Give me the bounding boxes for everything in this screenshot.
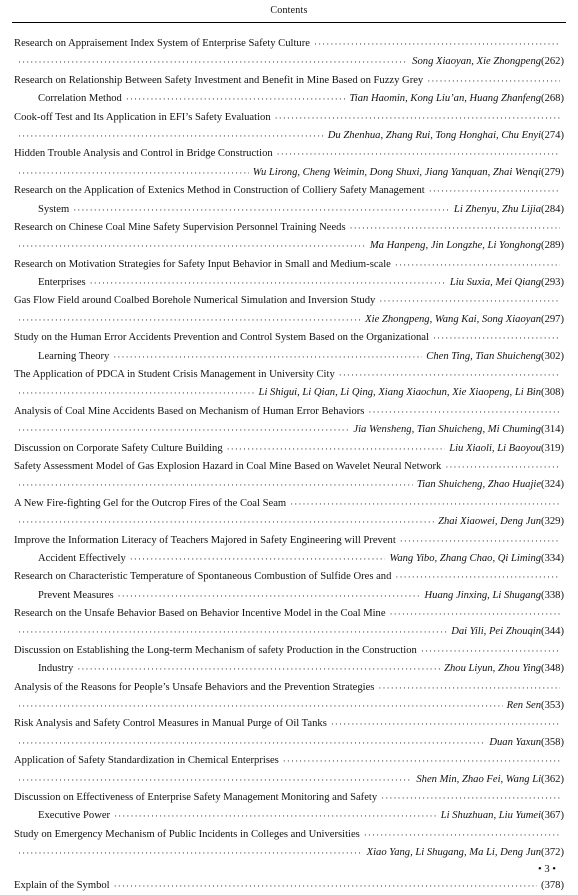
toc-entry[interactable] (14, 182, 564, 219)
toc-entry-authors: Du Zhenhua, Zhang Rui, Tong Honghai, Chu Enyi (327, 129, 542, 141)
toc-entry[interactable] (14, 495, 564, 532)
toc-entry-authors: Duan Yaxun (489, 736, 542, 748)
toc-entry[interactable] (14, 403, 564, 440)
toc-entry-title: Cook-off Test and Its Application in EFI’s Safety Evaluation (14, 111, 271, 123)
toc-entry[interactable] (14, 256, 564, 293)
leader-dots (445, 458, 560, 476)
toc-author-line (14, 53, 564, 71)
toc-entry-page: (348) (541, 663, 564, 675)
leader-dots (378, 679, 560, 697)
leader-dots (18, 127, 324, 145)
toc-title-line (14, 440, 564, 458)
toc-title-line (14, 201, 564, 219)
toc-entry-page: (293) (541, 277, 564, 289)
toc-title-line (14, 532, 564, 550)
toc-entry-title: Research on Characteristic Temperature of Spontaneous Combustion of Sulfide Ores and (14, 571, 392, 583)
toc-entry[interactable] (14, 109, 564, 146)
toc-entry[interactable] (14, 715, 564, 752)
toc-entry[interactable] (14, 72, 564, 109)
toc-entry-authors: Li Shuzhuan, Liu Yumei (440, 810, 542, 822)
toc-title-line (14, 348, 564, 366)
toc-entry-authors: Jia Wensheng, Tian Shuicheng, Mi Chuming (353, 424, 542, 436)
leader-dots (395, 256, 560, 274)
toc-title-line (14, 660, 564, 678)
toc-entry-page: (297) (541, 313, 564, 325)
toc-author-line (14, 771, 564, 789)
toc-entry-title: Correlation Method (38, 93, 122, 105)
toc-entry-page: (338) (541, 589, 564, 601)
toc-entry-title: The Application of PDCA in Student Crisis Management in University City (14, 369, 335, 381)
toc-entry[interactable] (14, 679, 564, 716)
toc-title-line (14, 877, 564, 895)
leader-dots (18, 421, 349, 439)
toc-entry-title: Enterprises (38, 277, 86, 289)
toc-entry-authors: Xie Zhongpeng, Wang Kai, Song Xiaoyan (365, 313, 542, 325)
toc-title-line (14, 90, 564, 108)
toc-title-line (14, 274, 564, 292)
leader-dots (227, 440, 446, 458)
toc-entry-authors: Zhai Xiaowei, Deng Jun (438, 516, 542, 528)
toc-entry-page: (334) (541, 552, 564, 564)
leader-dots (77, 660, 440, 678)
toc-entry[interactable] (14, 826, 564, 863)
toc-entry-title: Discussion on Corporate Safety Culture Building (14, 442, 223, 454)
leader-dots (290, 495, 560, 513)
toc-entry-title: Improve the Information Literacy of Teachers Majored in Safety Engineering will Prevent (14, 534, 396, 546)
leader-dots (114, 877, 537, 895)
page-header-title: Contents (270, 5, 308, 16)
toc-entry-authors: Tian Shuicheng, Zhao Huajie (416, 479, 542, 491)
toc-entry-page: (302) (541, 350, 564, 362)
toc-entry-title: Explain of the Symbol (14, 879, 110, 891)
leader-dots (18, 237, 366, 255)
toc-author-line (14, 421, 564, 439)
toc-entry[interactable] (14, 752, 564, 789)
toc-entry-title: Risk Analysis and Safety Control Measures in Manual Purge of Oil Tanks (14, 718, 327, 730)
leader-dots (364, 826, 560, 844)
toc-title-line (14, 72, 564, 90)
toc-title-line (14, 642, 564, 660)
toc-author-line (14, 476, 564, 494)
leader-dots (18, 513, 434, 531)
toc-entry-title: Research on Relationship Between Safety Investment and Benefit in Mine Based on Fuzzy Grey (14, 74, 424, 86)
toc-entry-title: Research on the Application of Extenics Method in Construction of Colliery Safety Management (14, 185, 425, 197)
leader-dots (113, 348, 422, 366)
toc-title-line (14, 550, 564, 568)
toc-spacer (14, 863, 564, 877)
toc-entry-title: Discussion on Establishing the Long-term Mechanism of safety Production in the Construction (14, 644, 417, 656)
leader-dots (114, 807, 437, 825)
toc-entry-page: (344) (541, 626, 564, 638)
toc-entry-page: (324) (541, 479, 564, 491)
leader-dots (381, 789, 560, 807)
toc-entry-page: (262) (541, 56, 564, 68)
leader-dots (368, 403, 560, 421)
toc-entry-authors: Shen Min, Zhao Fei, Wang Li (416, 773, 542, 785)
toc-author-line (14, 127, 564, 145)
leader-dots (379, 292, 560, 310)
toc-entry-title: Executive Power (38, 810, 111, 822)
toc-entry-title: Learning Theory (38, 350, 110, 362)
toc-entry-authors: Ma Hanpeng, Jin Longzhe, Li Yonghong (369, 240, 542, 252)
toc-author-line (14, 384, 564, 402)
leader-dots (18, 53, 408, 71)
toc-entry-title: Research on Chinese Coal Mine Safety Supervision Personnel Training Needs (14, 221, 346, 233)
leader-dots (18, 624, 447, 642)
toc-entry[interactable] (14, 329, 564, 366)
toc-entry-title: Gas Flow Field around Coalbed Borehole Numerical Simulation and Inversion Study (14, 295, 376, 307)
leader-dots (18, 697, 503, 715)
toc-entry[interactable] (14, 458, 564, 495)
toc-author-line (14, 697, 564, 715)
page-number: • 3 • (537, 864, 556, 875)
toc-entry-title: Hidden Trouble Analysis and Control in Bridge Construction (14, 148, 273, 160)
toc-entry-page: (274) (541, 129, 564, 141)
leader-dots (18, 311, 361, 329)
toc-entry-authors: Song Xiaoyan, Xie Zhongpeng (412, 56, 542, 68)
toc-entry[interactable] (14, 366, 564, 403)
leader-dots (395, 568, 560, 586)
toc-title-line (14, 109, 564, 127)
toc-entry-page: (314) (541, 424, 564, 436)
toc-entry-authors: Huang Jinxing, Li Shugang (424, 589, 542, 601)
toc-entry[interactable] (14, 605, 564, 642)
leader-dots (90, 274, 446, 292)
toc-entry-title: Study on Emergency Mechanism of Public Incidents in Colleges and Universities (14, 828, 360, 840)
leader-dots (275, 109, 560, 127)
toc-entry-title: Accident Effectively (38, 552, 126, 564)
toc-symbol-entry[interactable] (14, 877, 564, 895)
toc-entry-authors: Liu Suxia, Mei Qiang (449, 277, 542, 289)
toc-author-line (14, 237, 564, 255)
toc-entry-page: (362) (541, 773, 564, 785)
toc-entry[interactable] (14, 35, 564, 72)
toc-title-line (14, 826, 564, 844)
toc-title-line (14, 329, 564, 347)
leader-dots (427, 72, 560, 90)
toc-entry-page: (378) (541, 879, 564, 891)
leader-dots (18, 384, 255, 402)
leader-dots (400, 532, 560, 550)
toc-entry-page: (289) (541, 240, 564, 252)
leader-dots (18, 476, 413, 494)
leader-dots (314, 35, 560, 53)
toc-entry-title: Application of Safety Standardization in Chemical Enterprises (14, 755, 279, 767)
toc-entry-title: Analysis of the Reasons for People’s Unsafe Behaviors and the Prevention Strategies (14, 681, 375, 693)
toc-entry-page: (367) (541, 810, 564, 822)
toc-entry-title: Research on the Unsafe Behavior Based on Behavior Incentive Model in the Coal Mine (14, 608, 386, 620)
leader-dots (390, 605, 560, 623)
toc-author-line (14, 734, 564, 752)
toc-entry-authors: Dai Yili, Pei Zhouqin (451, 626, 542, 638)
toc-title-line (14, 807, 564, 825)
toc-entry-title: Safety Assessment Model of Gas Explosion Hazard in Coal Mine Based on Wavelet Neural Network (14, 460, 442, 472)
toc-entry-title: System (38, 203, 70, 215)
toc-entry-authors: Liu Xiaoli, Li Baoyou (449, 442, 542, 454)
toc-author-line (14, 624, 564, 642)
toc-title-line (14, 715, 564, 733)
toc-title-line (14, 145, 564, 163)
toc-entry-page: (358) (541, 736, 564, 748)
leader-dots (18, 844, 363, 862)
leader-dots (331, 715, 560, 733)
leader-dots (421, 642, 560, 660)
leader-dots (126, 90, 346, 108)
toc-entry-authors: Tian Haomin, Kong Liu’an, Huang Zhanfeng (349, 93, 542, 105)
toc-entry-authors: Xiao Yang, Li Shugang, Ma Li, Deng Jun (366, 847, 542, 859)
toc-entry[interactable] (14, 642, 564, 679)
toc-title-line (14, 292, 564, 310)
leader-dots (350, 219, 560, 237)
toc-entry-page: (268) (541, 93, 564, 105)
toc-entry-title: Analysis of Coal Mine Accidents Based on Mechanism of Human Error Behaviors (14, 405, 365, 417)
toc-title-line (14, 35, 564, 53)
toc-entry-title: Industry (38, 663, 74, 675)
toc-entry-title: Study on the Human Error Accidents Prevention and Control System Based on the Organizational (14, 332, 429, 344)
toc-entry-page: (279) (541, 166, 564, 178)
toc-title-line (14, 789, 564, 807)
toc-entry-page: (319) (541, 442, 564, 454)
toc-author-line (14, 844, 564, 862)
toc-title-line (14, 366, 564, 384)
toc-title-line (14, 752, 564, 770)
toc-entry-authors: Wang Yibo, Zhang Chao, Qi Liming (389, 552, 542, 564)
toc-entry-authors: Zhou Liyun, Zhou Ying (444, 663, 542, 675)
table-of-contents (14, 35, 564, 895)
toc-title-line (14, 219, 564, 237)
toc-entry-title: Research on Appraisement Index System of Enterprise Safety Culture (14, 37, 310, 49)
leader-dots (73, 201, 450, 219)
toc-entry-page: (353) (541, 700, 564, 712)
toc-title-line (14, 403, 564, 421)
leader-dots (429, 182, 560, 200)
toc-title-line (14, 568, 564, 586)
toc-entry-page: (329) (541, 516, 564, 528)
toc-entry-authors: Li Shigui, Li Qian, Li Qing, Xiang Xiaochun, Xie Xiaopeng, Li Bin (258, 387, 542, 399)
toc-title-line (14, 495, 564, 513)
leader-dots (433, 329, 560, 347)
toc-entry[interactable] (14, 145, 564, 182)
toc-entry[interactable] (14, 568, 564, 605)
toc-entry[interactable] (14, 440, 564, 458)
toc-entry[interactable] (14, 532, 564, 569)
toc-entry-page: (284) (541, 203, 564, 215)
toc-title-line (14, 605, 564, 623)
toc-author-line (14, 311, 564, 329)
toc-author-line (14, 164, 564, 182)
toc-title-line (14, 256, 564, 274)
toc-entry-authors: Li Zhenyu, Zhu Lijia (453, 203, 542, 215)
toc-entry-page: (308) (541, 387, 564, 399)
leader-dots (18, 771, 412, 789)
toc-entry-authors: Chen Ting, Tian Shuicheng (426, 350, 542, 362)
toc-title-line (14, 182, 564, 200)
leader-dots (18, 734, 485, 752)
leader-dots (277, 145, 560, 163)
toc-entry-authors: Wu Lirong, Cheng Weimin, Dong Shuxi, Jiang Yanquan, Zhai Wenqi (252, 166, 542, 178)
leader-dots (339, 366, 560, 384)
toc-entry-title: Prevent Measures (38, 589, 114, 601)
header-rule (12, 22, 566, 23)
toc-entry-authors: Ren Sen (506, 700, 542, 712)
toc-entry-title: Research on Motivation Strategies for Safety Input Behavior in Small and Medium-scale (14, 258, 391, 270)
leader-dots (130, 550, 386, 568)
toc-entry[interactable] (14, 219, 564, 256)
toc-entry-page: (372) (541, 847, 564, 859)
toc-title-line (14, 458, 564, 476)
toc-title-line (14, 587, 564, 605)
leader-dots (118, 587, 421, 605)
toc-title-line (14, 679, 564, 697)
toc-entry-title: A New Fire-fighting Gel for the Outcrop Fires of the Coal Seam (14, 497, 287, 509)
toc-entry-title: Discussion on Effectiveness of Enterprise Safety Management Monitoring and Safety (14, 792, 378, 803)
leader-dots (283, 752, 560, 770)
toc-entry[interactable] (14, 789, 564, 826)
toc-entry[interactable] (14, 292, 564, 329)
leader-dots (18, 164, 249, 182)
toc-author-line (14, 513, 564, 531)
